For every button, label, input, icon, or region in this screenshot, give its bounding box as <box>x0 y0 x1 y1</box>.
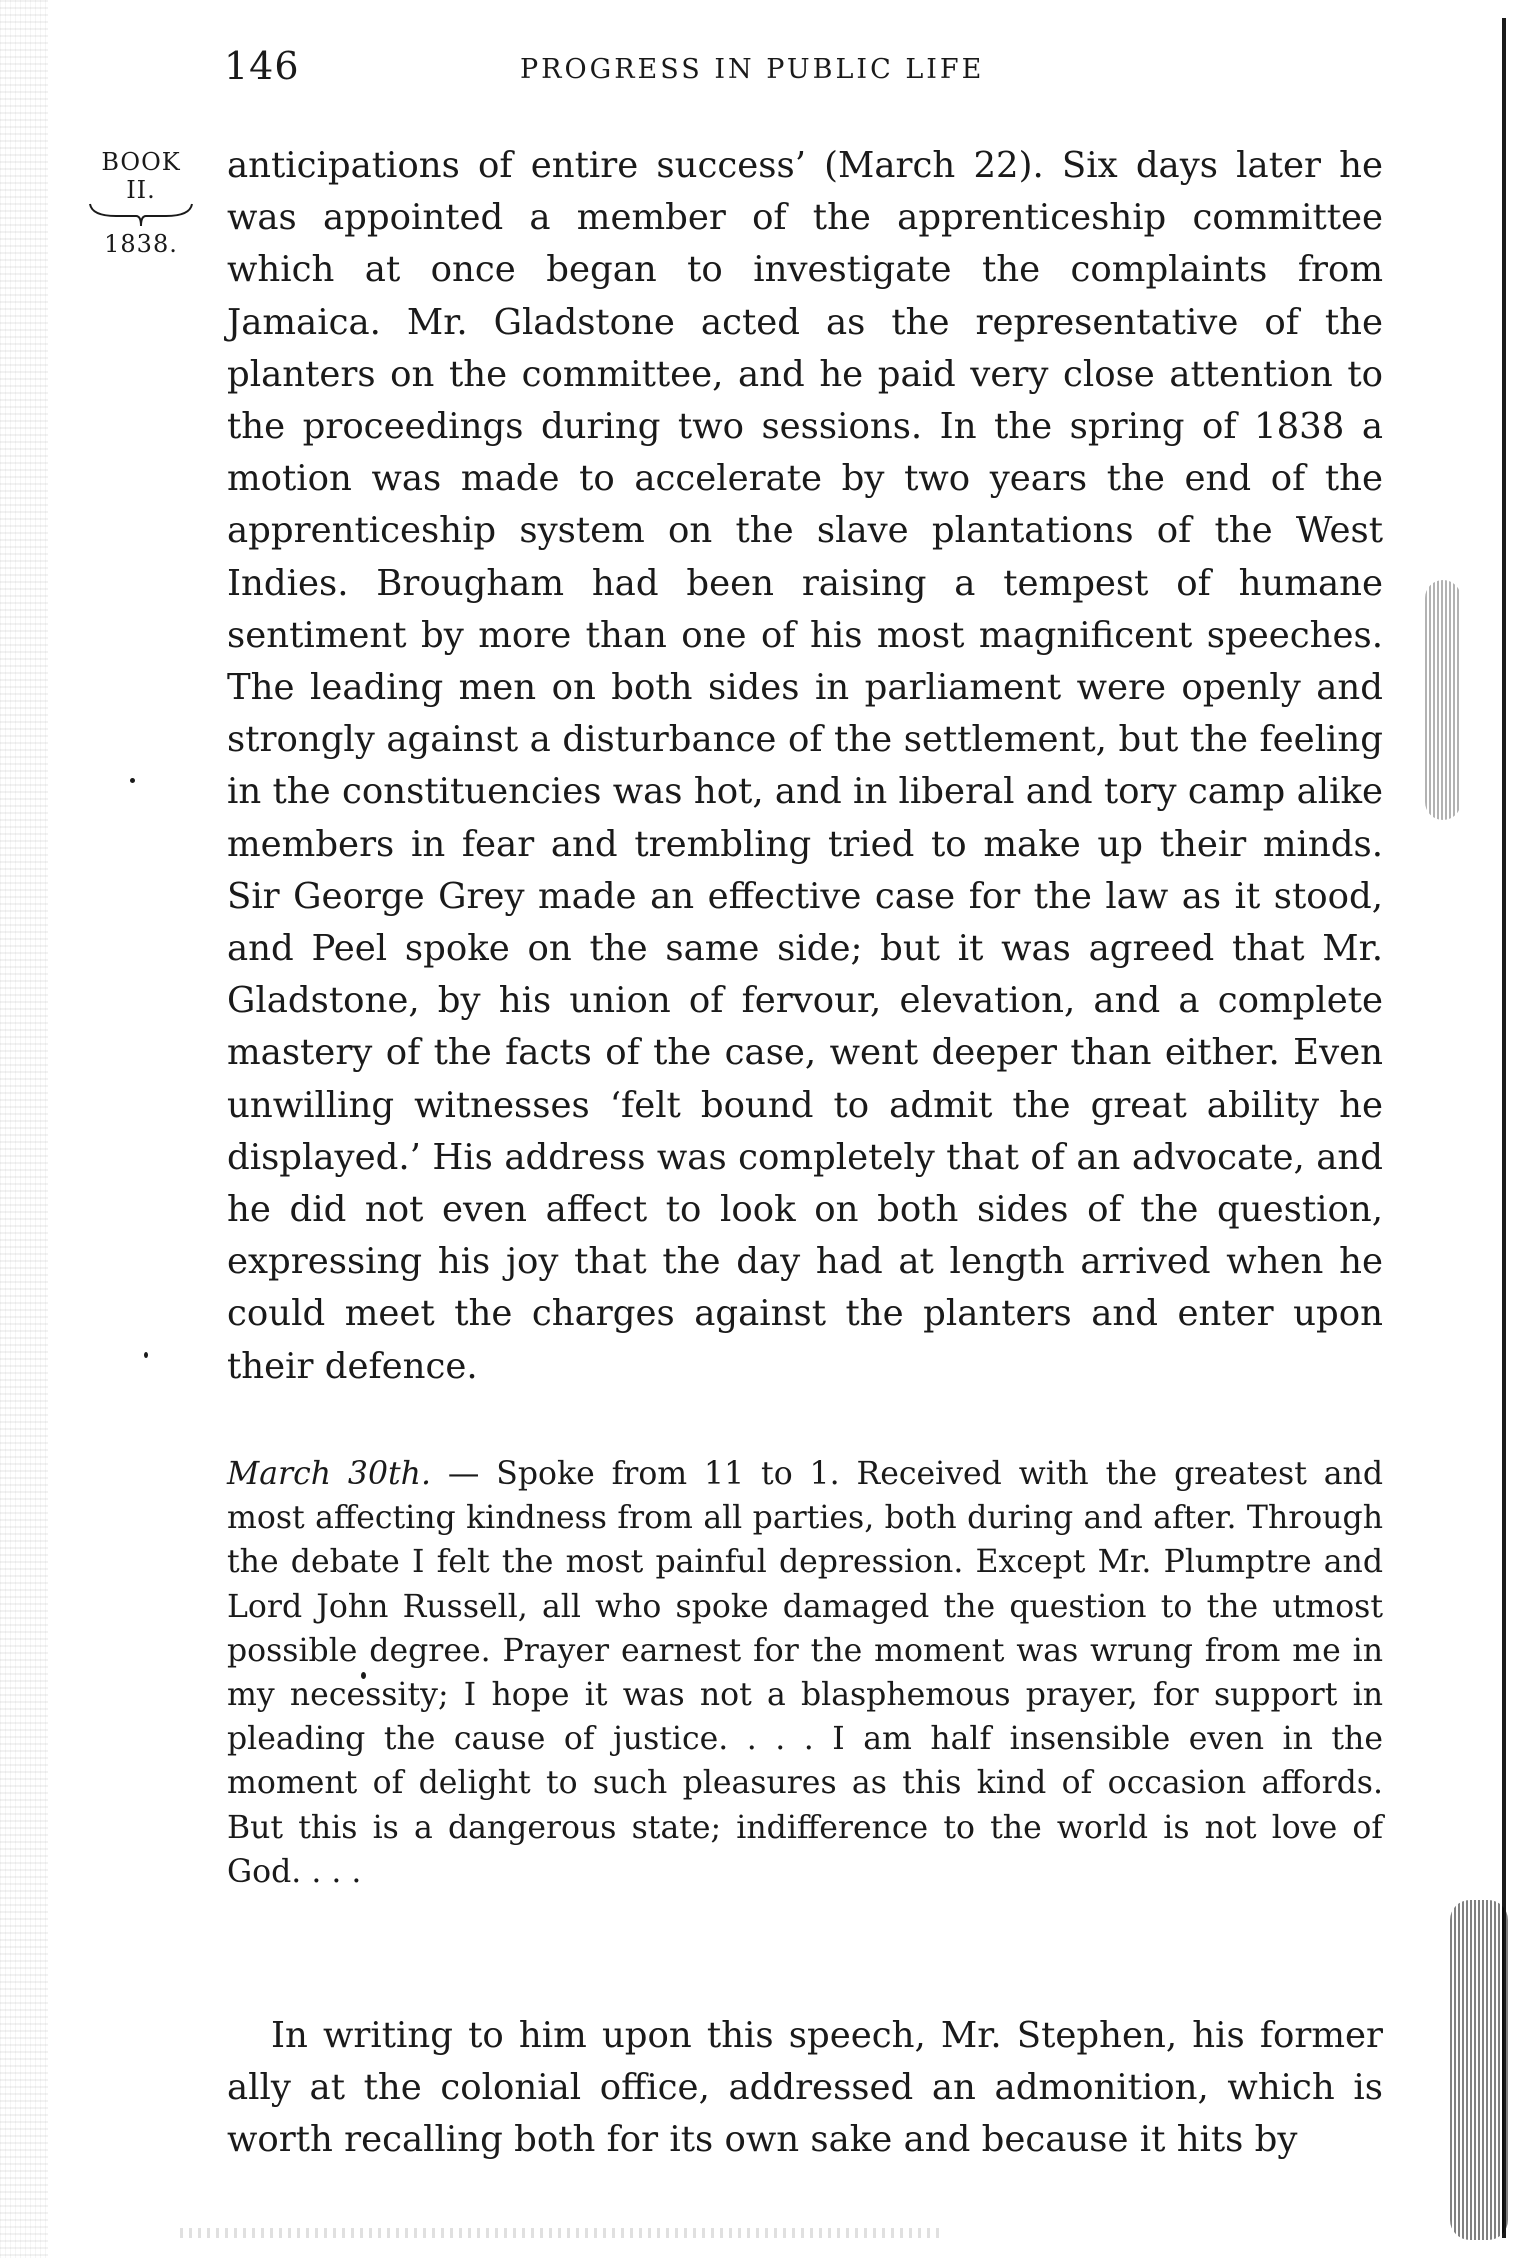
body-paragraph-2 <box>227 2010 1383 2167</box>
paragraph-text: In writing to him upon this speech, Mr. Stephen, his former ally at the colonial office, addressed an admonition, which is worth recalling both for its own sake and because it hits by <box>227 2015 1383 2161</box>
margin-note <box>86 148 196 258</box>
margin-brace-icon <box>86 200 196 228</box>
ink-speck <box>130 778 135 783</box>
scan-noise-bottom <box>180 2228 940 2238</box>
extract-paragraph <box>227 1452 1383 1894</box>
page-number: 146 <box>224 44 300 88</box>
running-title: PROGRESS IN PUBLIC LIFE <box>520 54 985 85</box>
ink-speck <box>144 1352 148 1358</box>
margin-year: 1838. <box>104 230 178 258</box>
paragraph-text: anticipations of entire success’ (March 22). Six days later he was appointed a member of the apprenticeship committee which at once began to investigate the complaints from Jamaica. Mr. Gladstone acted as the representative of the planters on the committee, and he paid very close attention to the proceedings during two sessions. In the spring of 1838 a motion was made to accelerate by two years the end of the apprenticeship system on the slave plantations of the West Indies. Brougham had been raising a tempest of humane sentiment by more than one of his most magnificent speeches. The leading men on both sides in parliament were openly and strongly against a disturbance of the settlement, but the feeling in the constituencies was hot, and in liberal and tory camp alike members in fear and trembling tried to make up their minds. Sir George Grey made an effective case for the law as it stood, and Peel spoke on the same side; but it was agreed that Mr. Gladstone, by his union of fervour, elevation, and a complete mastery of the facts of the case, went deeper than either. Even unwilling witnesses ‘felt bound to admit the great ability he displayed.’ His address was completely that of an advocate, and he did not even affect to look on both sides of the question, expressing his joy that the day had at length arrived when he could meet the charges against the planters and enter upon their defence. <box>227 145 1383 1387</box>
scan-smudge-lower <box>1450 1900 1508 2240</box>
scan-edge-left <box>0 0 48 2258</box>
diary-extract <box>227 1452 1383 1894</box>
extract-date: March 30th. <box>227 1456 431 1492</box>
extract-text: — Spoke from 11 to 1. Received with the greatest and most affecting kindness from all parties, both during and after. Through the debate I felt the most painful depression. Except Mr. Plumptre and Lord John Russell, all who spoke damaged the question to the utmost possible degree. Prayer earnest for the moment was wrung from me in my necessity; I hope it was not a blasphemous prayer, for support in pleading the cause of justice. . . . I am half insensible even in the moment of delight to such pleasures as this kind of occasion affords. But this is a dangerous state; indifference to the world is not love of God. . . . <box>227 1456 1384 1890</box>
margin-book-number: II. <box>126 176 156 204</box>
scan-edge-right <box>1502 18 1506 2238</box>
body-paragraph-1 <box>227 140 1383 1393</box>
scan-smudge-upper <box>1425 580 1461 820</box>
margin-book-label: BOOK <box>101 148 181 176</box>
